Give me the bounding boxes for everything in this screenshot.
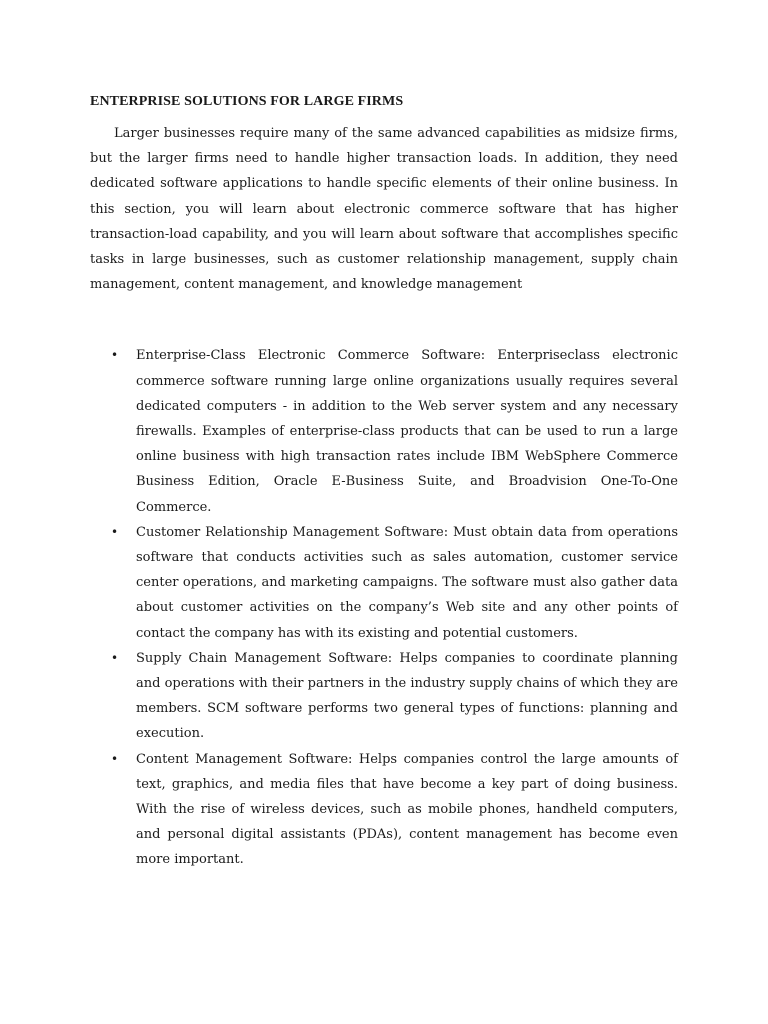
section-heading: ENTERPRISE SOLUTIONS FOR LARGE FIRMS xyxy=(90,94,404,109)
list-item-crm-software xyxy=(90,520,678,646)
intro-paragraph: Larger businesses require many of the same advanced capabilities as midsize firms, but the larger firms need to handle higher transaction loads. In addition, they need dedicated software applications to handle specific elements of their online business. In this section, you will learn about electronic commerce software that has higher transaction-load capability, and you will learn about software that accomplishes specific tasks in large businesses, such as customer relationship management, supply chain management, content management, and knowledge management xyxy=(90,126,678,293)
list-item-text: Supply Chain Management Software: Helps companies to coordinate planning and operations with their partners in the industry supply chains of which they are members. SCM software performs two general types of functions: planning and execution. xyxy=(136,650,678,742)
bullet-icon: • xyxy=(111,751,119,766)
list-item-text: Enterprise-Class Electronic Commerce Software: Enterpriseclass electronic commerce software running large online organizations usually requires several dedicated computers - in addition to the Web server system and any necessary firewalls. Examples of enterprise-class products that can be used to run a large online business with high transaction rates include IBM WebSphere Commerce Business Edition, Oracle E-Business Suite, and Broadvision One-To-One Commerce. xyxy=(136,348,678,515)
bullet-list xyxy=(90,343,678,872)
bullet-icon: • xyxy=(111,348,119,363)
list-item-enterprise-class-software xyxy=(90,343,678,519)
list-item-content-management-software xyxy=(90,747,678,873)
document-page xyxy=(90,92,678,873)
bullet-icon: • xyxy=(111,524,119,539)
list-item-text: Content Management Software: Helps companies control the large amounts of text, graphics, and media files that have become a key part of doing business. With the rise of wireless devices, such as mobile phones, handheld computers, and personal digital assistants (PDAs), content management has become even more important. xyxy=(136,751,678,868)
list-item-scm-software xyxy=(90,646,678,747)
bullet-icon: • xyxy=(111,650,119,665)
list-item-text: Customer Relationship Management Software: Must obtain data from operations software that conducts activities such as sales automation, customer service center operations, and marketing campaigns. The software must also gather data about customer activities on the company’s Web site and any other points of contact the company has with its existing and potential customers. xyxy=(136,524,678,641)
